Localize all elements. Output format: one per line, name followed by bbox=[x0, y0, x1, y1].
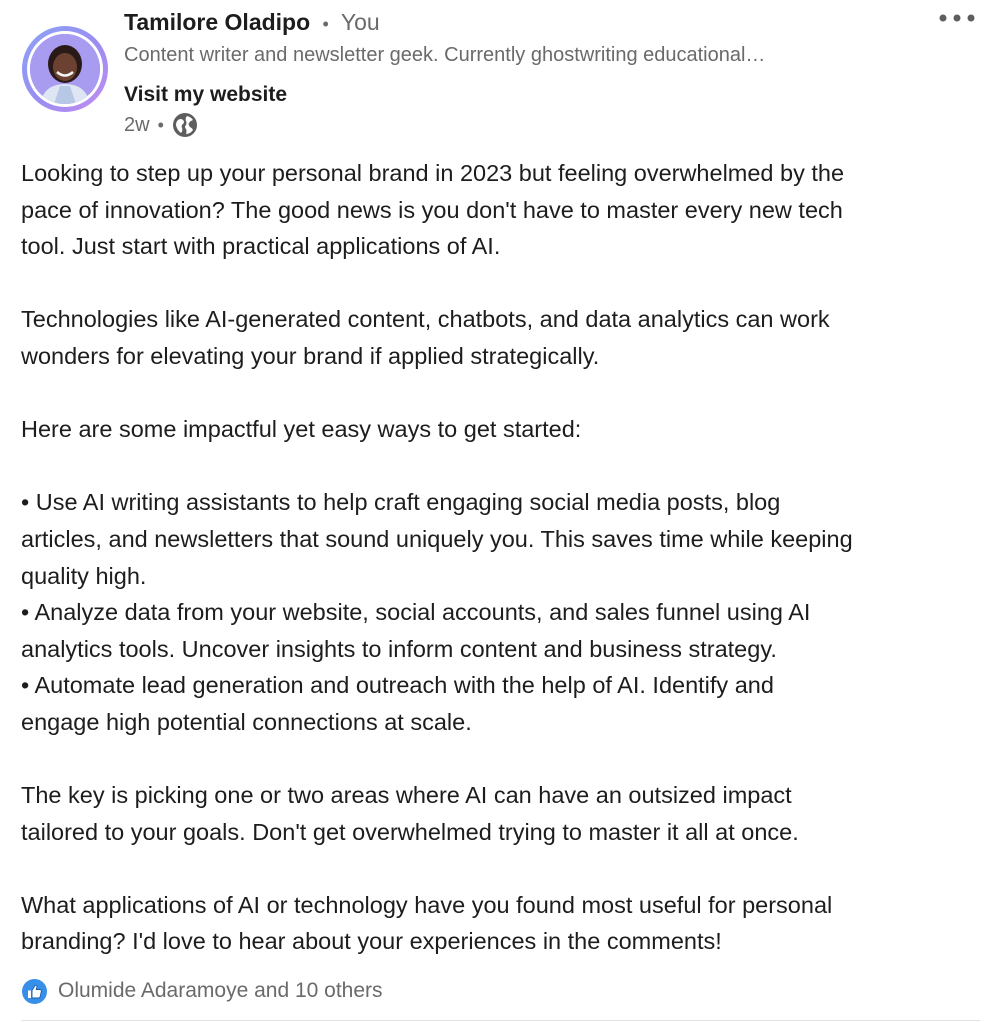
avatar[interactable] bbox=[22, 26, 108, 112]
author-name-line bbox=[124, 7, 380, 39]
post-text-line: • Analyze data from your website, social accounts, and sales funnel using AI bbox=[21, 599, 811, 626]
post-text-line: The key is picking one or two areas where AI can have an outsized impact bbox=[21, 782, 792, 809]
post-text-line: Technologies like AI-generated content, chatbots, and data analytics can work bbox=[21, 306, 830, 333]
globe-icon bbox=[172, 112, 198, 138]
post-text-line: tailored to your goals. Don't get overwhelmed trying to master it all at once. bbox=[21, 818, 799, 845]
avatar-ring bbox=[27, 31, 103, 107]
post-text-line: engage high potential connections at scale. bbox=[21, 708, 472, 735]
visit-website-link[interactable]: Visit my website bbox=[124, 83, 288, 106]
post-text-line: analytics tools. Uncover insights to inform content and business strategy. bbox=[21, 635, 777, 662]
post-body bbox=[21, 155, 981, 960]
reactions-summary[interactable] bbox=[21, 976, 383, 1006]
relation-label: You bbox=[340, 9, 380, 35]
post-text-line: What applications of AI or technology have you found most useful for personal bbox=[21, 891, 833, 918]
post-paragraph bbox=[21, 155, 981, 265]
post-text-line: Here are some impactful yet easy ways to get started: bbox=[21, 416, 582, 443]
reactions-count-text: Olumide Adaramoye and 10 others bbox=[58, 979, 383, 1002]
post-text-line: branding? I'd love to hear about your experiences in the comments! bbox=[21, 928, 722, 955]
like-icon bbox=[21, 978, 48, 1005]
post-text-line: Looking to step up your personal brand in 2023 but feeling overwhelmed by the bbox=[21, 160, 845, 186]
more-options-button[interactable] bbox=[934, 6, 980, 30]
profile-photo-illustration bbox=[30, 34, 100, 104]
divider bbox=[21, 1020, 980, 1021]
post-text-line: tool. Just start with practical applications of AI. bbox=[21, 233, 501, 260]
separator-dot: • bbox=[157, 114, 164, 135]
post-paragraph bbox=[21, 301, 981, 374]
paragraph-spacer bbox=[21, 448, 981, 485]
post-paragraph bbox=[21, 484, 981, 740]
more-options-icon bbox=[937, 13, 977, 23]
post-time: 2w bbox=[124, 113, 150, 136]
paragraph-spacer bbox=[21, 375, 981, 412]
post-text-line: wonders for elevating your brand if applied strategically. bbox=[21, 342, 600, 369]
author-name[interactable]: Tamilore Oladipo bbox=[124, 9, 311, 35]
profile-photo bbox=[30, 34, 100, 104]
post-text-line: pace of innovation? The good news is you don't have to master every new tech bbox=[21, 196, 843, 223]
paragraph-spacer bbox=[21, 265, 981, 302]
separator-dot: • bbox=[322, 14, 329, 34]
post-text-line: • Use AI writing assistants to help craft engaging social media posts, blog bbox=[21, 489, 781, 516]
post-meta bbox=[124, 111, 198, 139]
post-text-line: • Automate lead generation and outreach with the help of AI. Identify and bbox=[21, 672, 774, 699]
paragraph-spacer bbox=[21, 741, 981, 778]
post-paragraph bbox=[21, 777, 981, 850]
post-text-line: articles, and newsletters that sound uniquely you. This saves time while keeping bbox=[21, 525, 853, 552]
post-text-line: quality high. bbox=[21, 562, 147, 589]
author-headline: Content writer and newsletter geek. Currently ghostwriting educational… bbox=[124, 44, 766, 66]
paragraph-spacer bbox=[21, 850, 981, 887]
post-paragraph bbox=[21, 411, 981, 448]
post-paragraph bbox=[21, 887, 981, 960]
